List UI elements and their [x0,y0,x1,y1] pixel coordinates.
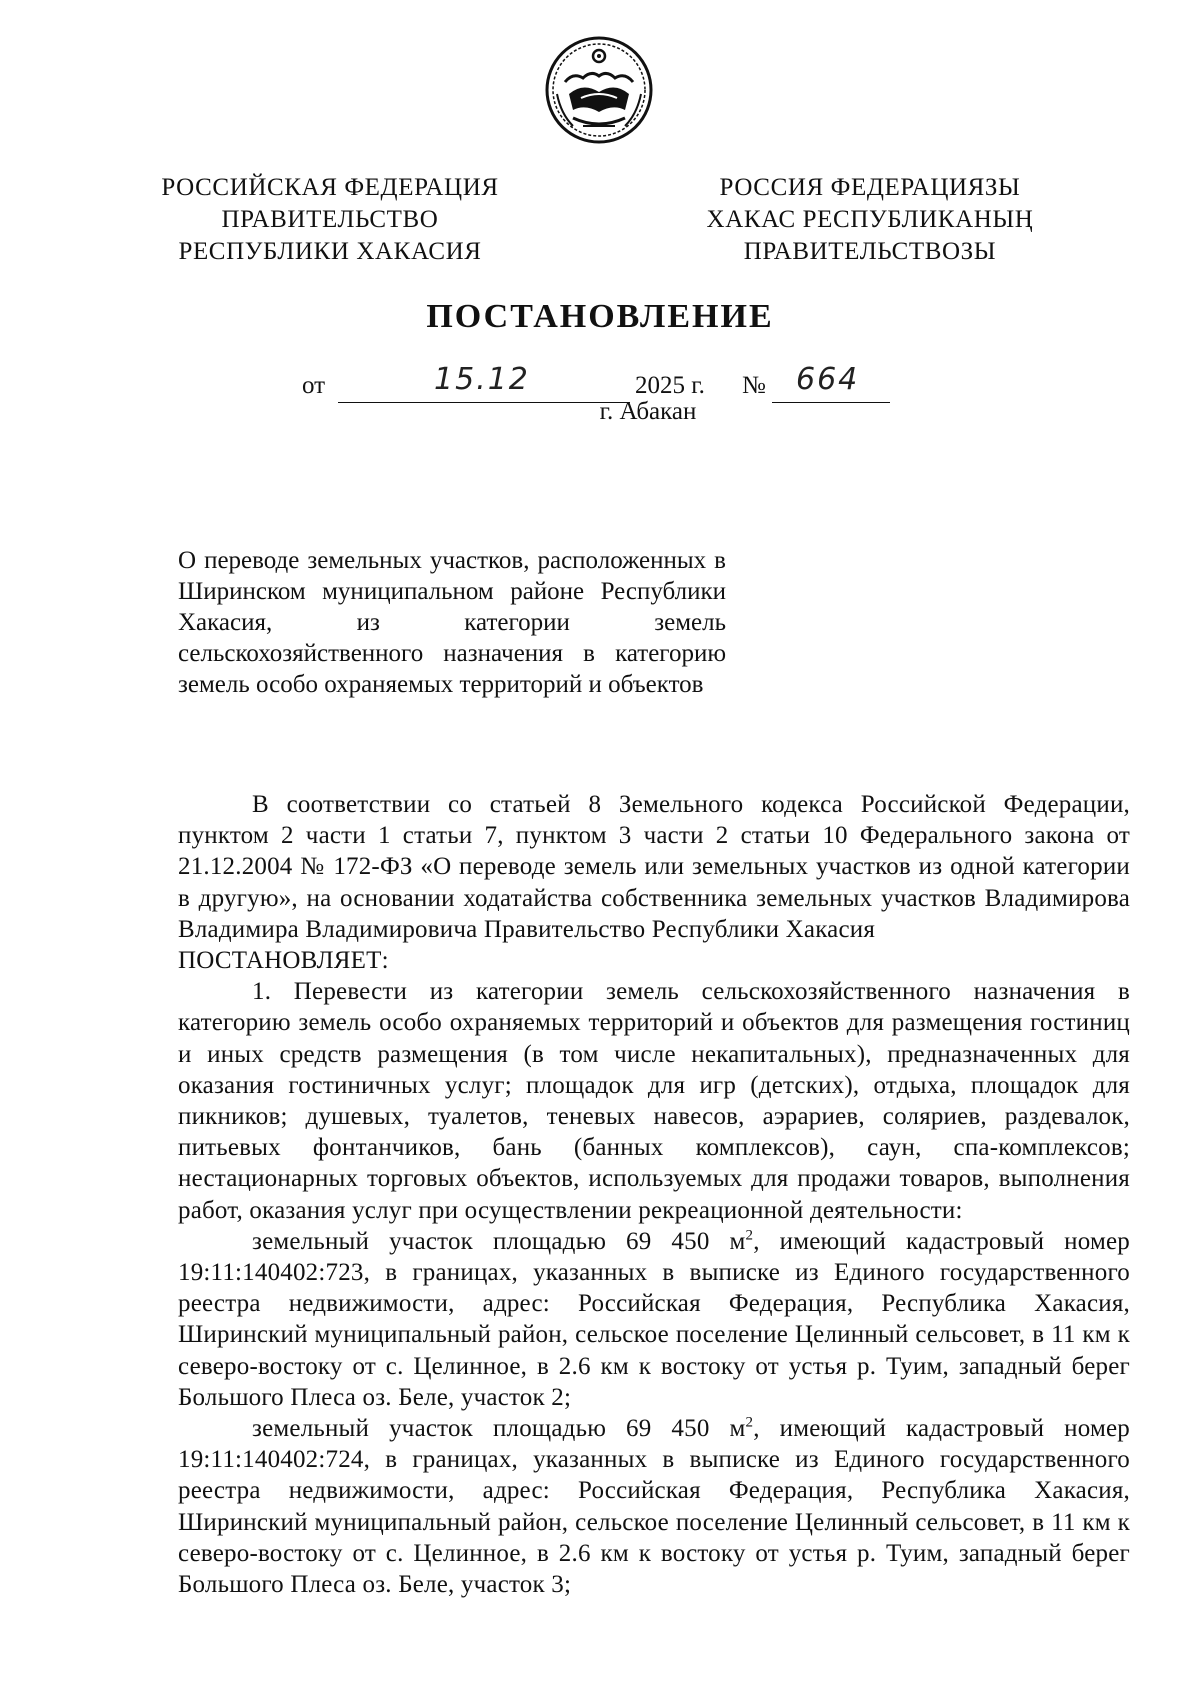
header-left-line-1: РОССИЙСКАЯ ФЕДЕРАЦИЯ [161,174,499,201]
area-unit-superscript: 2 [745,1227,754,1244]
header-left-line-3: РЕСПУБЛИКИ ХАКАСИЯ [178,238,482,265]
plot-details-text: , имеющий кадастровый номер 19:11:140402:724, в границах, указанных в выписке из Единого государственного реестра недвижимости, адрес: Российская Федерация, Республика Хакасия, Ширинский муниципальный район, сельское поселение Целинный сельсовет, в 11 км к северо-востоку от с. Целинное, в 2.6 км к востоку от устья р. Туим, западный берег Большого Плеса оз. Беле, участок 3; [178,1415,1130,1599]
header-russian [140,172,520,268]
city-line: г. Абакан [599,398,697,425]
plot-paragraph [178,1226,1130,1413]
handwritten-number: 664 [796,362,860,397]
area-unit-superscript: 2 [745,1414,754,1431]
document-type-title: ПОСТАНОВЛЕНИЕ [426,298,774,335]
item-1-paragraph: 1. Перевести из категории земель сельскохозяйственного назначения в категорию земель особо охраняемых территорий и объектов для размещения гостиниц и иных средств размещения (в том числе некапитальных), предназначенных для оказания гостиничных услуг; площадок для игр (детских), отдыха, площадок для пикников; душевых, туалетов, теневых навесов, аэрариев, соляриев, раздевалок, питьевых фонтанчиков, бань (банных комплексов), саун, спа-комплексов; нестационарных торговых объектов, используемых для продажи товаров, выполнения работ, оказания услуг при осуществлении рекреационной деятельности: [178,978,1130,1224]
header-right-line-3: ПРАВИТЕЛЬСТВОЗЫ [743,238,997,265]
plot-paragraph [178,1413,1130,1600]
document-body [178,789,1130,1600]
document-subject: О переводе земельных участков, расположенных в Ширинском муниципальном районе Республики Хакасия, из категории земель сельскохозяйственного назначения в категорию земель особо охраняемых территорий и объектов [178,547,726,698]
decree-word: ПОСТАНОВЛЯЕТ: [178,947,389,975]
plot-details-text: , имеющий кадастровый номер 19:11:140402:723, в границах, указанных в выписке из Единого государственного реестра недвижимости, адрес: Российская Федерация, Республика Хакасия, Ширинский муниципальный район, сельское поселение Целинный сельсовет, в 11 км к северо-востоку от с. Целинное, в 2.6 км к востоку от устья р. Туим, западный берег Большого Плеса оз. Беле, участок 2; [178,1227,1130,1411]
header-right-line-1: РОССИЯ ФЕДЕРАЦИЯЗЫ [719,174,1021,201]
from-label: от [302,372,326,399]
preamble-paragraph: В соответствии со статьей 8 Земельного кодекса Российской Федерации, пунктом 2 части 1 статьи 7, пунктом 3 части 2 статьи 10 Федерального закона от 21.12.2004 № 172-ФЗ «О переводе земель или земельных участков из одной категории в другую», на основании ходатайства собственника земельных участков Владимирова Владимира Владимировича Правительство Республики Хакасия [178,791,1130,943]
handwritten-date: 15.12 [434,362,530,397]
header-right-line-2: ХАКАС РЕСПУБЛИКАНЫҢ [706,206,1034,233]
header-khakas [680,172,1060,268]
plot-area-text: земельный участок площадью 69 450 м [252,1415,746,1443]
number-sign: № [742,372,766,399]
plot-area-text: земельный участок площадью 69 450 м [252,1227,746,1255]
header-left-line-2: ПРАВИТЕЛЬСТВО [221,206,439,233]
coat-of-arms-emblem [543,34,655,146]
year-label: 2025 г. [635,372,705,399]
